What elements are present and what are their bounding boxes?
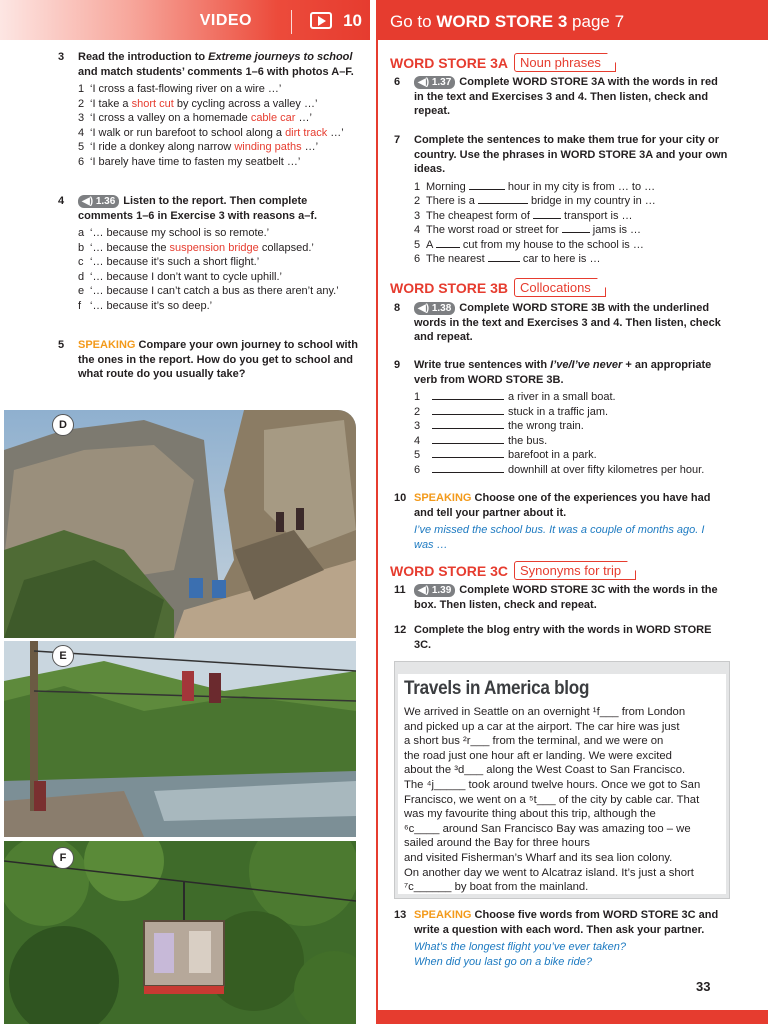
header-divider — [291, 10, 292, 34]
answer-blank[interactable] — [432, 405, 504, 415]
item-text — [90, 299, 212, 314]
blog-line: On another day we went to Alcatraz island. It’s just a short — [404, 866, 694, 879]
answer-blank[interactable] — [469, 180, 505, 190]
item-number: a — [78, 227, 85, 239]
comment-item — [78, 111, 358, 126]
item-number: 5 — [414, 449, 421, 461]
exercise-12 — [394, 623, 728, 652]
comment-item — [78, 140, 358, 155]
text: ‘… because it’s so deep.’ — [90, 299, 213, 312]
item-text — [90, 126, 344, 141]
item-text — [90, 155, 300, 170]
river-wire-crossing-image — [4, 641, 356, 837]
sentence-item — [414, 434, 728, 449]
text: by cycling across a valley …’ — [173, 97, 318, 110]
item-text — [90, 284, 339, 299]
word-store-3c-heading[interactable]: WORD STORE 3C Synonyms for trip — [390, 561, 636, 580]
text: hour in my city is from … to … — [504, 180, 656, 193]
exercise-number: 6 — [394, 76, 401, 88]
comment-item — [78, 155, 358, 170]
answer-blank[interactable] — [562, 223, 590, 233]
sentence-item — [414, 238, 728, 253]
item-text — [426, 180, 655, 195]
text: The worst road or street for — [426, 224, 562, 236]
text: The cheapest form of — [426, 209, 533, 222]
audio-track-button[interactable]: ◀) 1.37 — [414, 76, 455, 89]
exercise-number: 10 — [394, 492, 407, 504]
answer-blank[interactable] — [432, 390, 504, 400]
exercise-number: 5 — [58, 339, 65, 351]
item-text — [426, 252, 600, 267]
exercise-instruction: ◀) 1.36 Listen to the report. Then complete comments 1–6 in Exercise 3 with reasons a–f. — [78, 195, 318, 222]
video-play-icon[interactable] — [310, 12, 332, 29]
exercise-number: 12 — [394, 624, 407, 636]
exercise-4 — [58, 194, 358, 313]
exercise-11 — [394, 583, 728, 612]
sentence-item — [414, 419, 728, 434]
synonyms-tag: Synonyms for trip — [514, 561, 636, 580]
example-question: What’s the longest flight you’ve ever taken? — [414, 941, 626, 953]
text: bridge in my country in … — [527, 195, 656, 207]
blog-box — [394, 661, 730, 899]
text: cut from my house to the school is … — [459, 238, 644, 251]
exercise-6 — [394, 75, 728, 119]
reason-item — [78, 299, 358, 314]
sentence-item — [414, 448, 728, 463]
text: The nearest — [426, 253, 488, 265]
answer-blank[interactable] — [432, 448, 504, 458]
text: ‘… because my school is so remote.’ — [90, 227, 270, 239]
exercise-instruction: ◀) 1.39 Complete WORD STORE 3C with the words in the box. Then listen, check and repeat. — [414, 584, 718, 611]
item-text — [90, 270, 282, 285]
text: ‘… because the — [90, 241, 170, 254]
text: ‘I walk or run barefoot to school along a — [90, 126, 286, 139]
exercise-instruction: Complete the sentences to make them true for your city or country. Use the phrases in WORD STORE 3A and your own ideas. — [414, 134, 728, 175]
reason-item — [78, 255, 358, 270]
photo-label: F — [52, 847, 74, 869]
comment-item — [78, 82, 358, 97]
exercise-13 — [394, 908, 728, 969]
exercise-3 — [58, 50, 358, 169]
item-number: 6 — [414, 253, 421, 265]
page-number: 33 — [696, 979, 711, 994]
item-number: 1 — [78, 83, 85, 95]
left-header-bar — [0, 0, 370, 40]
item-number: c — [78, 256, 84, 268]
item-number: 1 — [414, 391, 421, 403]
text: ‘… because I don’t want to cycle uphill.’ — [90, 270, 282, 283]
blog-line: sailed around the Bay for three hours — [404, 837, 590, 850]
answer-blank[interactable] — [478, 194, 528, 204]
item-number: 3 — [78, 112, 85, 124]
goto-page: page 7 — [572, 12, 625, 31]
exercise-instruction: SPEAKING Choose five words from WORD STORE 3C and write a question with each word. Then ask your partner. — [414, 909, 719, 936]
blog-line: the road just one hour aft er landing. We were excited — [404, 749, 672, 762]
item-text — [426, 223, 641, 238]
text: ‘I barely have time to fasten my seatbelt …’ — [90, 155, 301, 168]
item-text — [90, 255, 259, 270]
exercise-number: 11 — [394, 584, 406, 596]
item-number: 4 — [414, 224, 421, 236]
item-text: stuck in a traffic jam. — [508, 405, 609, 418]
exercise-number: 8 — [394, 302, 401, 314]
item-number: 3 — [414, 420, 421, 432]
photo-e — [4, 641, 356, 837]
example-answer: I’ve missed the school bus. It was a couple of months ago. I was … — [414, 524, 705, 551]
item-text — [90, 82, 281, 97]
exercise-7 — [394, 133, 728, 267]
exercise-number: 7 — [394, 134, 401, 146]
photo-f — [4, 841, 356, 1024]
text: ‘… because I can’t catch a bus as there aren’t any.’ — [90, 285, 339, 297]
text: ‘I cross a fast-flowing river on a wire …’ — [90, 83, 282, 95]
item-text — [90, 140, 318, 155]
comment-list — [78, 82, 358, 169]
item-number: 1 — [414, 180, 421, 193]
sentence-list — [414, 180, 728, 267]
blog-line: and visited Fisherman’s Wharf and its sea lion colony. — [404, 851, 673, 864]
exercise-10 — [394, 491, 728, 552]
exercise-instruction: Complete the blog entry with the words in WORD STORE 3C. — [414, 624, 712, 651]
sentence-item — [414, 463, 728, 478]
reason-item — [78, 241, 358, 256]
highlighted-phrase: suspension bridge — [169, 241, 259, 254]
item-number: d — [78, 270, 85, 283]
example-question: When did you last go on a bike ride? — [414, 955, 592, 968]
audio-track-button[interactable]: ◀) 1.39 — [414, 584, 455, 597]
word-store-3b-heading[interactable]: WORD STORE 3B Collocations — [390, 278, 606, 297]
photo-label: D — [52, 414, 74, 436]
exercise-instruction: ◀) 1.37 Complete WORD STORE 3A with the words in red in the text and Exercises 3 and 4. Then listen, check and repeat. — [414, 76, 718, 117]
text: A — [426, 238, 436, 251]
exercise-5 — [58, 338, 358, 382]
highlighted-phrase: short cut — [131, 97, 174, 110]
exercise-number: 9 — [394, 359, 401, 371]
goto-prefix: Go to — [390, 12, 432, 31]
exercise-8 — [394, 301, 728, 345]
item-text — [426, 209, 633, 224]
item-number: b — [78, 241, 85, 254]
item-number: 5 — [414, 238, 421, 251]
text: …’ — [301, 141, 319, 153]
blog-line: We arrived in Seattle on an overnight ¹f___ from London — [404, 706, 686, 718]
blog-title: Travels in America blog — [404, 678, 590, 699]
blog-line: was my favourite thing about this trip, although the — [404, 808, 656, 821]
item-text — [90, 241, 314, 256]
answer-blank[interactable] — [436, 238, 460, 248]
text: Morning — [426, 180, 469, 193]
exercise-instruction: ◀) 1.38 Complete WORD STORE 3B with the underlined words in the text and Exercises 3 and 4. Then listen, check and repeat. — [414, 302, 721, 343]
text: transport is … — [561, 209, 633, 222]
item-text — [90, 226, 269, 241]
item-number: 6 — [78, 155, 85, 168]
blog-line: and picked up a car at the airport. The car hire was just — [404, 720, 680, 733]
answer-blank[interactable] — [488, 252, 520, 262]
comment-item — [78, 126, 358, 141]
exercise-instruction: Read the introduction to Extreme journeys to school and match students’ comments 1–6 with photos A–F. — [78, 51, 354, 78]
text: …’ — [295, 112, 312, 124]
blog-line: a short bus ²r___ from the terminal, and we were on — [404, 735, 664, 748]
collocations-tag: Collocations — [514, 278, 606, 297]
sentence-item — [414, 252, 728, 267]
item-number: 6 — [414, 463, 421, 476]
blog-content — [398, 674, 726, 894]
blog-line: about the ³d___ along the West Coast to San Francisco. — [404, 764, 686, 777]
sentence-item — [414, 390, 728, 405]
item-text — [426, 238, 644, 253]
bottom-bar — [376, 1010, 768, 1024]
item-number: 2 — [414, 195, 421, 207]
text: ‘I cross a valley on a homemade — [90, 112, 251, 124]
blog-line: Francisco, we went on a ⁵t___ of the city by cable car. That — [404, 793, 700, 806]
sentence-item — [414, 180, 728, 195]
blog-line: ⁷c______ by boat from the mainland. — [404, 881, 589, 894]
item-number: 4 — [78, 126, 85, 139]
reason-list — [78, 226, 358, 313]
word-store-3a-heading[interactable]: WORD STORE 3A Noun phrases — [390, 53, 616, 72]
item-text: barefoot in a park. — [508, 449, 597, 461]
video-number: 10 — [343, 11, 362, 30]
audio-track-button[interactable]: ◀) 1.38 — [414, 302, 455, 315]
item-number: 2 — [78, 97, 85, 110]
mountain-path-image — [4, 410, 356, 638]
text: car to here is … — [519, 253, 601, 265]
text: jams is … — [589, 224, 642, 236]
highlighted-phrase: dirt track — [285, 126, 328, 139]
blog-line: The ⁴j_____ took around twelve hours. Once we got to San — [404, 778, 701, 791]
right-header-bar[interactable] — [376, 0, 768, 40]
item-text: the wrong train. — [508, 420, 584, 432]
column-divider — [376, 40, 378, 1010]
sentence-item — [414, 405, 728, 420]
highlighted-phrase: cable car — [250, 112, 296, 124]
noun-phrases-tag: Noun phrases — [514, 53, 616, 72]
photo-label: E — [52, 645, 74, 667]
sentence-item — [414, 223, 728, 238]
sentence-list — [414, 390, 728, 477]
item-text — [90, 97, 317, 112]
text: collapsed.’ — [258, 241, 314, 254]
blog-line: ⁶c____ around San Francisco Bay was amazing too – we — [404, 822, 691, 835]
sentence-item — [414, 194, 728, 209]
highlighted-phrase: winding paths — [234, 141, 302, 153]
item-number: f — [78, 299, 82, 312]
exercise-number: 4 — [58, 195, 65, 207]
answer-blank[interactable] — [432, 419, 504, 429]
item-number: e — [78, 285, 85, 297]
text: ‘… because it’s such a short flight.’ — [90, 256, 260, 268]
answer-blank[interactable] — [432, 434, 504, 444]
reason-item — [78, 226, 358, 241]
exercise-9 — [394, 358, 728, 477]
goto-store: WORD STORE 3 — [436, 12, 568, 31]
text: There is a — [426, 195, 478, 207]
cable-car-image — [4, 841, 356, 1024]
exercise-instruction: Write true sentences with I’ve/I’ve never + an appropriate verb from WORD STORE 3B. — [414, 359, 712, 386]
item-text: downhill at over fifty kilometres per hour. — [508, 463, 705, 476]
item-text — [90, 111, 312, 126]
reason-item — [78, 270, 358, 285]
item-text — [426, 194, 656, 209]
audio-track-button[interactable]: ◀) 1.36 — [78, 195, 119, 208]
blog-text — [404, 705, 726, 895]
item-number: 2 — [414, 405, 421, 418]
video-label: VIDEO — [199, 12, 252, 29]
item-number: 4 — [414, 434, 421, 447]
exercise-instruction: SPEAKING Compare your own journey to school with the ones in the report. How do you get to school and what route do you usually take? — [78, 339, 358, 380]
reason-item — [78, 284, 358, 299]
answer-blank[interactable] — [432, 463, 504, 473]
comment-item — [78, 97, 358, 112]
exercise-instruction: SPEAKING Choose one of the experiences you have had and tell your partner about it. — [414, 492, 711, 519]
text: ‘I ride a donkey along narrow — [90, 141, 235, 153]
item-text: the bus. — [508, 434, 548, 447]
answer-blank[interactable] — [533, 209, 561, 219]
item-text: a river in a small boat. — [508, 391, 616, 403]
exercise-number: 3 — [58, 51, 65, 63]
exercise-number: 13 — [394, 909, 407, 921]
sentence-item — [414, 209, 728, 224]
text: ‘I take a — [90, 97, 132, 110]
photo-d — [4, 410, 356, 638]
item-number: 5 — [78, 141, 85, 153]
item-number: 3 — [414, 209, 421, 222]
text: …’ — [327, 126, 344, 139]
